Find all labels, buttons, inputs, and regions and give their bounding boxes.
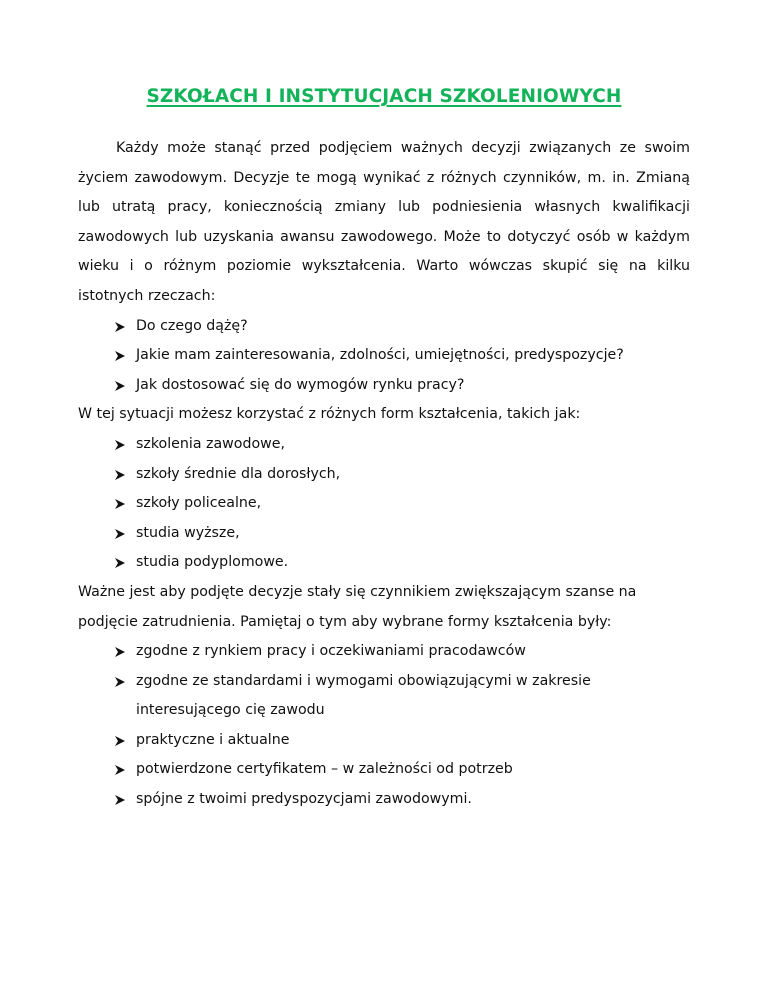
list-item-text: zgodne z rynkiem pracy i oczekiwaniami pracodawców <box>136 643 526 660</box>
criteria-intro-line-1: Ważne jest aby podjęte decyzje stały się czynnikiem zwiększającym szanse na <box>78 583 637 600</box>
list-item-text: studia wyższe, <box>136 524 240 541</box>
list-item <box>78 489 690 519</box>
criteria-intro-line-2: podjęcie zatrudnienia. Pamiętaj o tym aby wybrane formy kształcenia były: <box>78 613 612 630</box>
arrowhead-bullet-icon <box>114 380 126 392</box>
list-item <box>78 341 690 371</box>
arrowhead-bullet-icon <box>114 498 126 510</box>
arrowhead-bullet-icon <box>114 735 126 747</box>
questions-list <box>78 312 690 401</box>
intro-paragraph: Każdy może stanąć przed podjęciem ważnych decyzji związanych ze swoim życiem zawodowym. Decyzje te mogą wynikać z różnych czynników, m. in. Zmianą lub utratą pracy, koniecznością zmiany lub podniesienia własnych kwalifikacji zawodowych lub uzyskania awansu zawodowego. Może to dotyczyć osób w każdym wieku i o różnym poziomie wykształcenia. Warto wówczas skupić się na kilku istotnych rzeczach: <box>78 140 690 304</box>
list-item-text: Jakie mam zainteresowania, zdolności, umiejętności, predyspozycje? <box>136 347 624 364</box>
list-item-text: szkolenia zawodowe, <box>136 435 285 452</box>
list-item <box>78 460 690 490</box>
list-item-text: szkoły średnie dla dorosłych, <box>136 465 341 482</box>
forms-intro-paragraph: W tej sytuacji możesz korzystać z różnych form kształcenia, takich jak: <box>78 406 581 423</box>
arrowhead-bullet-icon <box>114 646 126 658</box>
list-item-text: szkoły policealne, <box>136 495 262 512</box>
list-item <box>78 430 690 460</box>
list-item <box>78 726 690 756</box>
document-page <box>78 82 690 815</box>
list-item-text: Jak dostosować się do wymogów rynku pracy? <box>136 376 465 393</box>
list-item <box>78 371 690 401</box>
list-item-text: zgodne ze standardami i wymogami obowiązującymi w zakresie interesującego cię zawodu <box>136 672 591 719</box>
arrowhead-bullet-icon <box>114 794 126 806</box>
list-item-text: Do czego dążę? <box>136 317 248 334</box>
arrowhead-bullet-icon <box>114 350 126 362</box>
arrowhead-bullet-icon <box>114 557 126 569</box>
list-item-text: studia podyplomowe. <box>136 554 289 571</box>
list-item-text: praktyczne i aktualne <box>136 731 290 748</box>
criteria-list <box>78 637 690 815</box>
arrowhead-bullet-icon <box>114 439 126 451</box>
list-item <box>78 312 690 342</box>
list-item <box>78 667 690 726</box>
arrowhead-bullet-icon <box>114 528 126 540</box>
list-item <box>78 519 690 549</box>
arrowhead-bullet-icon <box>114 764 126 776</box>
document-title: SZKOŁACH I INSTYTUCJACH SZKOLENIOWYCH <box>146 86 622 107</box>
arrowhead-bullet-icon <box>114 321 126 333</box>
list-item <box>78 785 690 815</box>
list-item <box>78 548 690 578</box>
arrowhead-bullet-icon <box>114 676 126 688</box>
list-item-text: spójne z twoimi predyspozycjami zawodowymi. <box>136 791 472 808</box>
forms-list <box>78 430 690 578</box>
list-item <box>78 637 690 667</box>
arrowhead-bullet-icon <box>114 469 126 481</box>
list-item <box>78 755 690 785</box>
list-item-text: potwierdzone certyfikatem – w zależności od potrzeb <box>136 761 513 778</box>
